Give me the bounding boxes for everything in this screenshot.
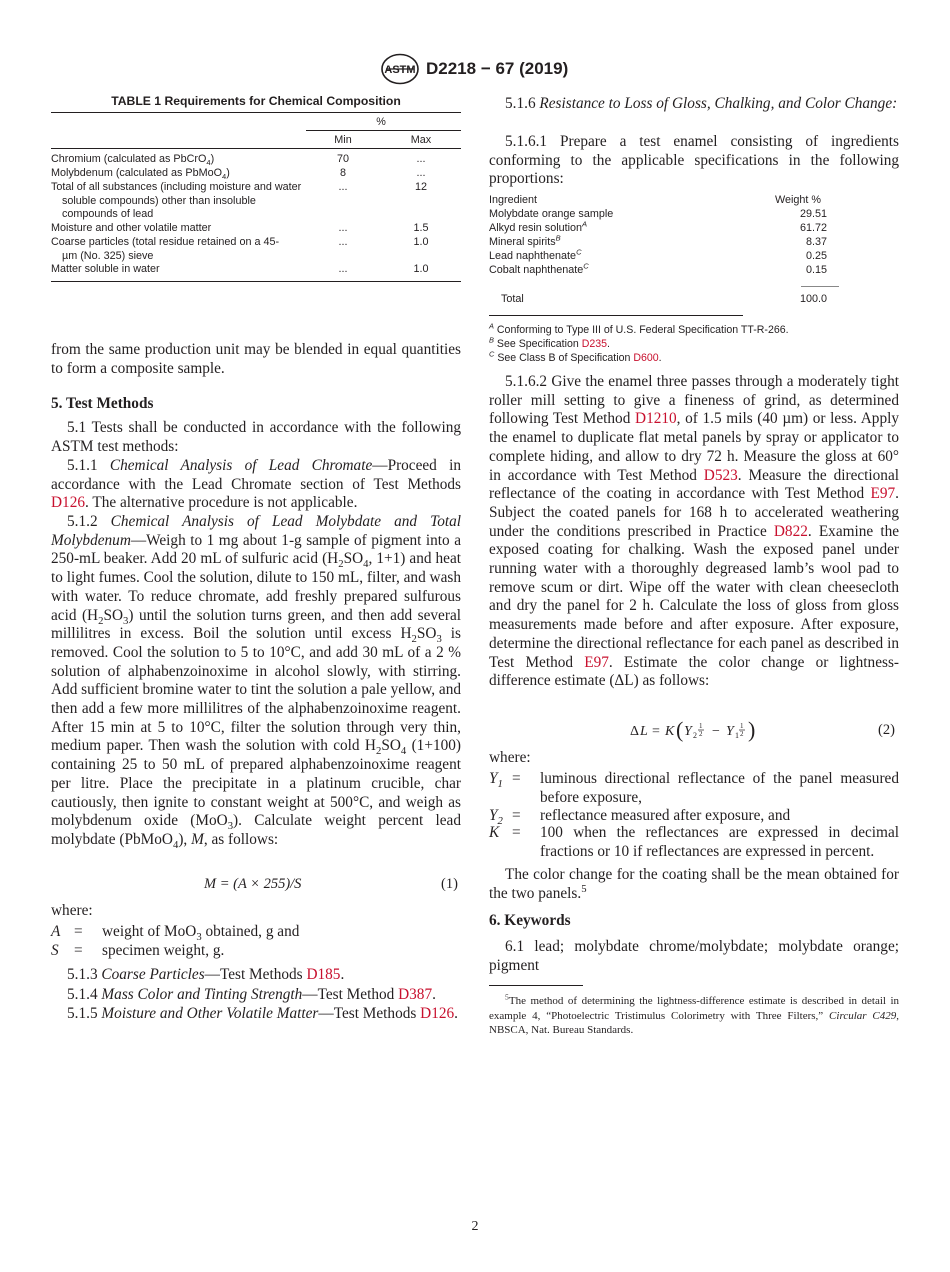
equation-2-number: (2): [878, 722, 895, 738]
svg-text:Y: Y: [726, 724, 734, 739]
where-definition: S = specimen weight, g.: [51, 942, 225, 959]
svg-text:2: 2: [693, 731, 697, 740]
equation-2: [630, 716, 760, 744]
percent-header: %: [376, 116, 386, 128]
svg-text:K: K: [665, 724, 675, 739]
section-6-heading: 6. Keywords: [489, 912, 571, 929]
footnote-b: $^B$ See Specification D235.: [489, 335, 610, 350]
table-row: Chromium (calculated as PbCrO$_4$) 70 ...: [51, 153, 426, 168]
paragraph-5-1-6-1: 5.1.6.1 Prepare a test enamel consisting of ingredients conforming to the applicable specifications in the following proportions:: [489, 133, 899, 188]
table-1: [51, 94, 461, 282]
link-d1210[interactable]: D1210: [635, 410, 677, 428]
paragraph-5-1-6-2: 5.1.6.2 Give the enamel three passes through a moderately tight roller mill setting to give a fineness of grind, as determined following Test Method D1210, of 1.5 mils (40 µm) or less. Apply the enamel to duplicate flat metal panels by spray or applicator to complete hiding, and allow to dry 72 h. Measure the gloss at 60° in accordance with Test Method D523. Measure the directional reflectance of the coating in accordance with Test Method E97. Subject the coated panels for 168 h to accelerated weathering under the conditions prescribed in Practice D822. Examine the exposed coating for chalking. Wash the exposed panel under running water with a thoroughly degreased lamb’s wool pad to remove scum or dirt. Wipe off the water with clean cheesecloth and dry the panel for 2 h. Calculate the loss of gloss from gloss measurements made before and after exposure. After exposure, determine the directional reflectance for each panel as described in Test Method E97. Estimate the color change or lightness-difference estimate (ΔL) as follows:: [489, 373, 900, 690]
total-rule: [801, 286, 839, 287]
svg-text:): ): [748, 717, 756, 742]
paragraph-5-1-5: 5.1.5 Moisture and Other Volatile Matter—Test Methods D126.: [67, 1005, 458, 1022]
footnote-rule: [489, 985, 583, 986]
link-e97[interactable]: E97: [584, 653, 609, 671]
ingredient-row: Molybdate orange sample 29.51: [489, 208, 827, 220]
svg-text:2: 2: [740, 730, 744, 738]
weight-header: Weight %: [775, 194, 822, 206]
astm-logo: [380, 53, 420, 85]
table-row: Total of all substances (including moisture and water soluble compounds) other than insoluble compounds of lead ... 12: [51, 181, 427, 220]
table-row: Molybdenum (calculated as PbMoO$_4$) 8 ...: [51, 167, 426, 182]
col-min-header: Min: [334, 134, 352, 146]
paragraph-color-change: The color change for the coating shall be the mean obtained for the two panels.$^5$: [489, 866, 899, 902]
link-d235[interactable]: D235: [581, 338, 608, 350]
equation-1-number: (1): [441, 876, 458, 892]
ingredient-header: Ingredient: [489, 194, 538, 206]
svg-text:Δ: Δ: [630, 724, 640, 739]
ingredient-row: Lead naphthenate$^C$ 0.25: [489, 247, 827, 262]
logo-text: ASTM: [384, 64, 416, 76]
svg-text:2: 2: [699, 730, 703, 738]
paragraph-5-1-6: 5.1.6 Resistance to Loss of Gloss, Chalking, and Color Change:: [505, 95, 898, 112]
svg-text:1: 1: [735, 731, 739, 740]
col-max-header: Max: [410, 134, 432, 146]
ingredient-row: Cobalt naphthenate$^C$ 0.15: [489, 261, 827, 276]
svg-text:L: L: [640, 724, 648, 739]
link-d822[interactable]: D822: [773, 522, 808, 540]
svg-text:1: 1: [740, 722, 744, 730]
paragraph-5-1-2: 5.1.2 Chemical Analysis of Lead Molybdate and Total Molybdenum—Weigh to 1 mg about 1-g sample of pigment into a 250-mL beaker. Add 20 mL of sulfuric acid ($H_2SO_4$, 1+1) and heat to light fumes. Cool the solution, dilute to 150 mL, filter, and wash with water. To reduce chromate, add freshly prepared sulfurous acid $(H_2SO_3)$ until the solution turns green, and then add several millilitres in excess. Boil the solution until excess $H_2SO_3$ is removed. Cool the solution to 5 to 10°C, and add 30 mL of a 2 % solution of alphabenzoinoxime in alcohol slowly, with stirring. Add sufficient bromine water to tint the solution a pale yellow, and then add a few more millilitres of the alphabenzoinoxime reagent. After 15 min at 5 to 10°C, filter the solution through very thin, medium paper. Then wash the solution with cold $H_2SO_4$ (1+100) containing 25 to 50 mL of prepared alphabenzoinoxime reagent per litre. Place the precipitate in a platinum crucible, char cautiously, then ignite to constant weight at 500°C, and weigh as molybdenum oxide (MoO$_3$). Calculate weight percent lead molybdate (PbMoO$_4$), M, as follows:: [51, 513, 462, 851]
link-d600[interactable]: D600: [633, 352, 659, 364]
page-header: [0, 52, 950, 86]
footnote-5: $^5$The method of determining the lightness-difference estimate is described in detail in example 4, “Photoelectric Tristimulus Colorimetry with Three Filters,” Circular C429, NBSCA, Nat. Bureau Standards.: [489, 992, 899, 1037]
link-d126[interactable]: D126: [420, 1005, 455, 1022]
footnote-a: $^A$ Conforming to Type III of U.S. Federal Specification TT-R-266.: [489, 321, 789, 336]
where-definition: K = 100 when the reflectances are expressed in decimal fractions or 10 if reflectances are expressed in percent.: [489, 824, 899, 860]
ingredient-table: [489, 193, 849, 313]
table-1-title: TABLE 1 Requirements for Chemical Composition: [111, 94, 401, 108]
link-e97[interactable]: E97: [870, 485, 896, 503]
continuation-paragraph: from the same production unit may be blended in equal quantities to form a composite sample.: [51, 341, 461, 377]
paragraph-5-1: 5.1 Tests shall be conducted in accordance with the following ASTM test methods:: [51, 419, 461, 455]
ingredient-row: Alkyd resin solution$^A$ 61.72: [489, 219, 827, 234]
table-row: Moisture and other volatile matter ... 1.5: [51, 222, 429, 234]
footnote-rule: [489, 315, 743, 316]
where-definition: $Y_1$ = luminous directional reflectance of the panel measured before exposure,: [489, 770, 899, 806]
ingredient-row: Mineral spirits$^B$ 8.37: [489, 233, 827, 248]
where-definition: A = weight of MoO$_3$ obtained, g and: [51, 923, 300, 944]
equation-1: M = (A × 255)/S: [204, 876, 302, 892]
link-d523[interactable]: D523: [703, 466, 738, 484]
link-d185[interactable]: D185: [306, 966, 341, 983]
link-d387[interactable]: D387: [398, 986, 433, 1003]
paragraph-5-1-4: 5.1.4 Mass Color and Tinting Strength—Test Method D387.: [67, 986, 436, 1003]
link-d126[interactable]: D126: [51, 494, 85, 512]
paragraph-5-1-1: 5.1.1 Chemical Analysis of Lead Chromate—Proceed in accordance with the Lead Chromate section of Test Methods D126. The alternative procedure is not applicable.: [51, 457, 461, 512]
document-designation: D2218 − 67 (2019): [426, 59, 569, 78]
section-5-heading: 5. Test Methods: [51, 395, 154, 412]
table-row: Coarse particles (total residue retained on a 45-µm (No. 325) sieve ... 1.0: [51, 236, 429, 262]
paragraph-6-1: 6.1 lead; molybdate chrome/molybdate; molybdate orange; pigment: [489, 938, 899, 974]
svg-text:=: =: [652, 724, 660, 739]
where-label: where:: [51, 902, 93, 919]
svg-text:−: −: [712, 724, 720, 739]
svg-text:1: 1: [699, 722, 703, 730]
footnote-c: $^C$ See Class B of Specification D600.: [489, 349, 662, 364]
table-row: Matter soluble in water ... 1.0: [51, 263, 429, 275]
paragraph-5-1-3: 5.1.3 Coarse Particles—Test Methods D185.: [67, 966, 345, 983]
where-label: where:: [489, 749, 531, 766]
page-number: 2: [471, 1219, 479, 1234]
where-definition: $Y_2$ = reflectance measured after exposure, and: [489, 807, 791, 828]
svg-text:Y: Y: [684, 724, 692, 739]
svg-text:(: (: [676, 717, 684, 742]
ingredient-total-row: Total 100.0: [501, 293, 827, 305]
